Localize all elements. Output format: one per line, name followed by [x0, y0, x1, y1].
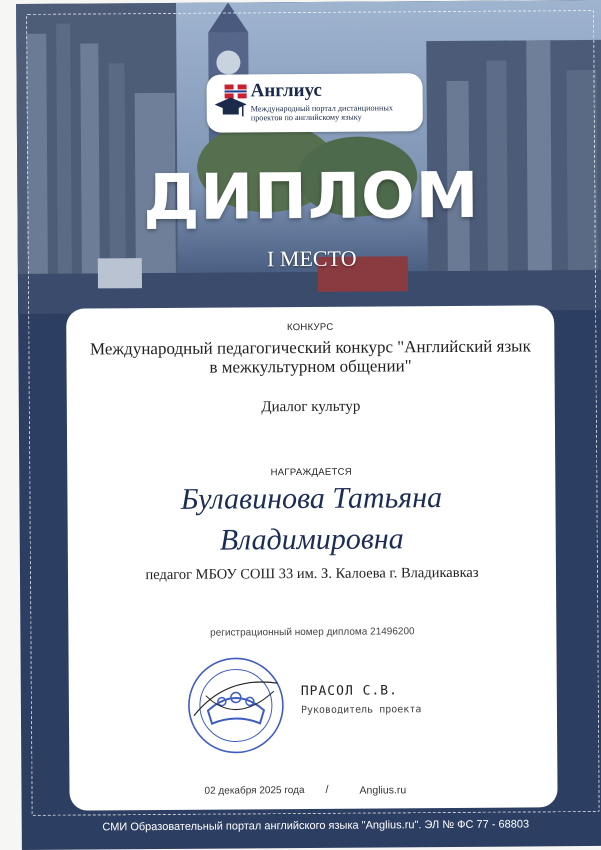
issue-date: 02 декабря 2025 года	[204, 785, 305, 797]
logo-tagline: Международный портал дистанционных проектов по английскому языку	[250, 103, 394, 123]
signatory-role: Руководитель проекта	[300, 704, 422, 717]
diploma	[16, 0, 601, 850]
contest-name: Международный педагогический конкурс "Английский язык в межкультурном общении"	[89, 336, 531, 377]
anglius-logo	[206, 73, 422, 133]
logo-name: Англиус	[250, 79, 322, 102]
registration-number: регистрационный номер диплома 21496200	[210, 626, 415, 639]
awarded-label: НАГРАЖДАЕТСЯ	[270, 466, 353, 479]
recipient-position: педагог МБОУ СОШ 33 им. З. Калоева г. Владикавказ	[145, 564, 479, 584]
recipient-name-line1: Булавинова Татьяна	[180, 481, 443, 516]
official-seal-stamp	[186, 655, 287, 756]
date-site-separator: /	[325, 783, 329, 796]
diploma-card	[66, 305, 557, 810]
footer-media-registration: СМИ Образовательный портал английского языка "Anglius.ru". ЭЛ № ФС 77 - 68803	[102, 818, 530, 834]
contest-theme: Диалог культур	[261, 398, 361, 416]
site-name: Anglius.ru	[359, 784, 407, 797]
contest-label: КОНКУРС	[286, 321, 334, 334]
signatory-name: ПРАСОЛ С.В.	[300, 683, 398, 700]
recipient-name-line2: Владимировна	[219, 522, 404, 557]
graduation-cap-flag-icon	[215, 84, 249, 122]
diploma-title: ДИПЛОМ	[143, 158, 480, 235]
place-label: I МЕСТО	[266, 245, 357, 272]
